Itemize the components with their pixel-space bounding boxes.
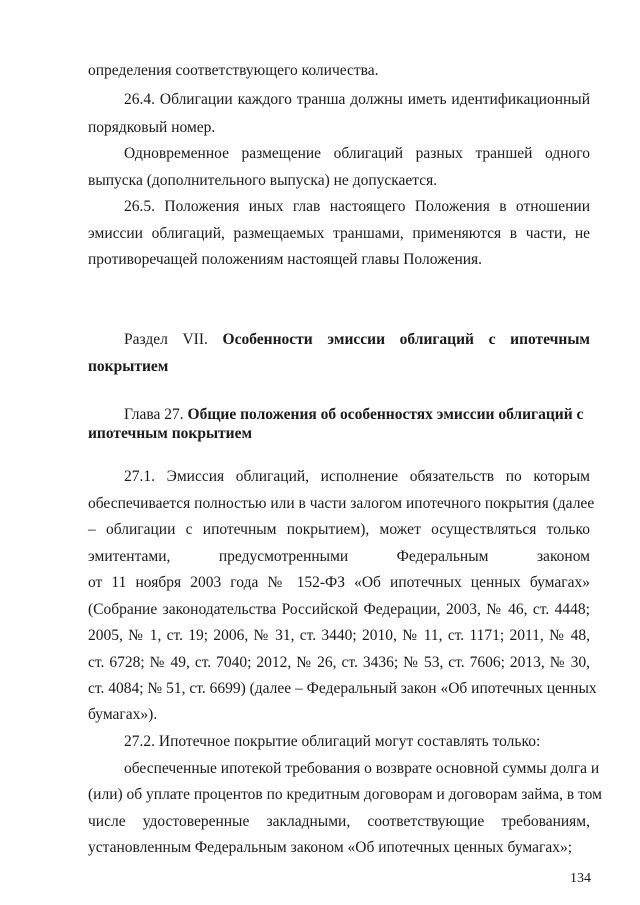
chapter-prefix: Глава 27. xyxy=(124,406,184,423)
paragraph-line: (или) об уплате процентов по кредитным договорам и договорам займа, в том xyxy=(88,786,602,803)
paragraph-line: Одновременное размещение облигаций разных траншей одного xyxy=(124,145,590,162)
paragraph-line: 2005, № 1, ст. 19; 2006, № 31, ст. 3440; 2010, № 11, ст. 1171; 2011, № 48, xyxy=(88,627,590,644)
paragraph-line: определения соответствующего количества. xyxy=(88,62,379,79)
section-prefix: Раздел VII. xyxy=(124,331,208,348)
paragraph-line: бумагах»). xyxy=(88,706,158,723)
page-number: 134 xyxy=(570,871,591,886)
paragraph-line: установленным Федеральным законом «Об ипотечных ценных бумагах»; xyxy=(88,839,573,856)
paragraph-line: эмиссии облигаций, размещаемых траншами, применяются в части, не xyxy=(88,225,590,242)
chapter-heading xyxy=(124,406,583,424)
paragraph-line: порядковый номер. xyxy=(88,119,216,136)
paragraph-line: обеспечивается полностью или в части залогом ипотечного покрытия (далее xyxy=(88,495,595,512)
paragraph-line: выпуска (дополнительного выпуска) не допускается. xyxy=(88,172,438,189)
paragraph-line: ст. 6728; № 49, ст. 7040; 2012, № 26, ст. 3436; № 53, ст. 7606; 2013, № 30, xyxy=(88,654,590,671)
section-title-continued: покрытием xyxy=(88,358,169,375)
paragraph-line: обеспеченные ипотекой требования о возврате основной суммы долга и xyxy=(124,760,600,777)
chapter-title: Общие положения об особенностях эмиссии облигаций с xyxy=(187,406,584,423)
paragraph-line: 26.4. Облигации каждого транша должны иметь идентификационный xyxy=(124,91,590,108)
section-heading xyxy=(124,331,590,349)
paragraph-line: 27.2. Ипотечное покрытие облигаций могут составлять только: xyxy=(124,733,541,750)
paragraph-line: числе удостоверенные закладными, соответствующие требованиям, xyxy=(88,813,590,830)
chapter-title-continued: ипотечным покрытием xyxy=(88,425,253,442)
paragraph-line: противоречащей положениям настоящей главы Положения. xyxy=(88,251,483,268)
paragraph-line: 27.1. Эмиссия облигаций, исполнение обязательств по которым xyxy=(124,468,590,485)
paragraph-line: (Собрание законодательства Российской Федерации, 2003, № 46, ст. 4448; xyxy=(88,601,590,618)
paragraph-line: 26.5. Положения иных глав настоящего Положения в отношении xyxy=(124,198,590,215)
paragraph-line: ст. 4084; № 51, ст. 6699) (далее – Федеральный закон «Об ипотечных ценных xyxy=(88,680,597,697)
paragraph-line: – облигации с ипотечным покрытием), может осуществляться только xyxy=(88,521,590,538)
paragraph-line: эмитентами, предусмотренными Федеральным законом xyxy=(88,548,590,565)
paragraph-line: от 11 ноября 2003 года № 152-ФЗ «Об ипотечных ценных бумагах» xyxy=(88,574,590,591)
section-title: Особенности эмиссии облигаций с ипотечным xyxy=(222,331,590,348)
